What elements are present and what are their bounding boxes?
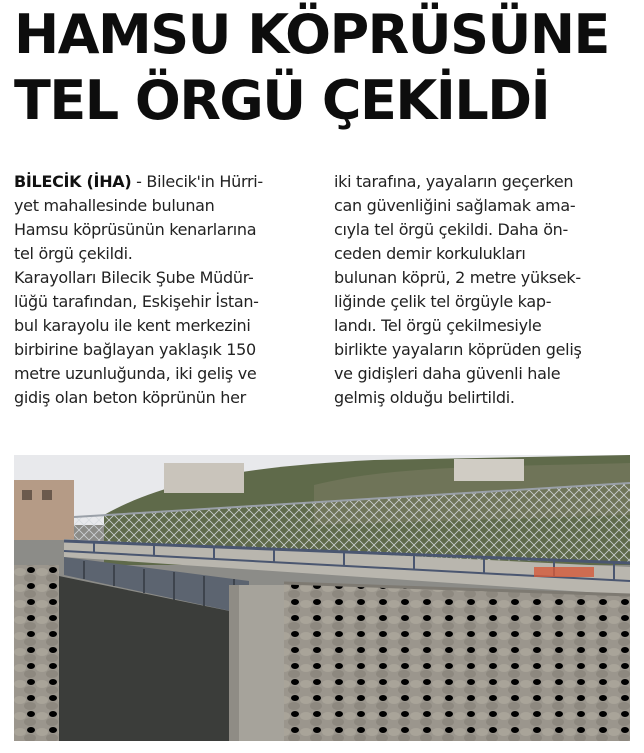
headline <box>14 2 640 134</box>
article-line: ve gidişleri daha güvenli hale <box>334 364 561 383</box>
article-line: lüğü tarafından, Eskişehir İstan- <box>14 292 259 311</box>
headline-line-1: HAMSU KÖPRÜSÜNE <box>14 3 609 66</box>
article-line: landı. Tel örgü çekilmesiyle <box>334 316 542 335</box>
article-line: metre uzunluğunda, iki geliş ve <box>14 364 257 383</box>
article-line: iki tarafına, yayaların geçerken <box>334 172 574 191</box>
article-line: tel örgü çekildi. <box>14 244 133 263</box>
article-line: gelmiş olduğu belirtildi. <box>334 388 515 407</box>
article-line: cıyla tel örgü çekildi. Daha ön- <box>334 220 568 239</box>
article-line: liğinde çelik tel örgüyle kap- <box>334 292 552 311</box>
road-barrier <box>534 567 594 577</box>
article-line: Hamsu köprüsünün kenarlarına <box>14 220 257 239</box>
article-line: bulunan köprü, 2 metre yüksek- <box>334 268 581 287</box>
article-line: birbirine bağlayan yaklaşık 150 <box>14 340 256 359</box>
stone-abutment-left <box>14 565 59 741</box>
article-line: Karayolları Bilecik Şube Müdür- <box>14 268 254 287</box>
article-line: gidiş olan beton köprünün her <box>14 388 246 407</box>
article-line <box>14 170 314 194</box>
dateline: BİLECİK (İHA) <box>14 172 132 191</box>
article-column-left <box>14 170 314 410</box>
article-column-right <box>334 170 634 410</box>
bridge-photo <box>14 455 630 741</box>
article-line: can güvenliğini sağlamak ama- <box>334 196 576 215</box>
article-line: bul karayolu ile kent merkezini <box>14 316 251 335</box>
building <box>14 480 74 540</box>
headline-line-2: TEL ÖRGÜ ÇEKİLDİ <box>14 69 550 132</box>
article-line: ceden demir korkulukları <box>334 244 526 263</box>
stone-wall-right <box>284 583 630 741</box>
article-line: yet mahallesinde bulunan <box>14 196 215 215</box>
article-line-text: - Bilecik'in Hürri- <box>131 172 263 191</box>
article-line: birlikte yayaların köprüden geliş <box>334 340 582 359</box>
